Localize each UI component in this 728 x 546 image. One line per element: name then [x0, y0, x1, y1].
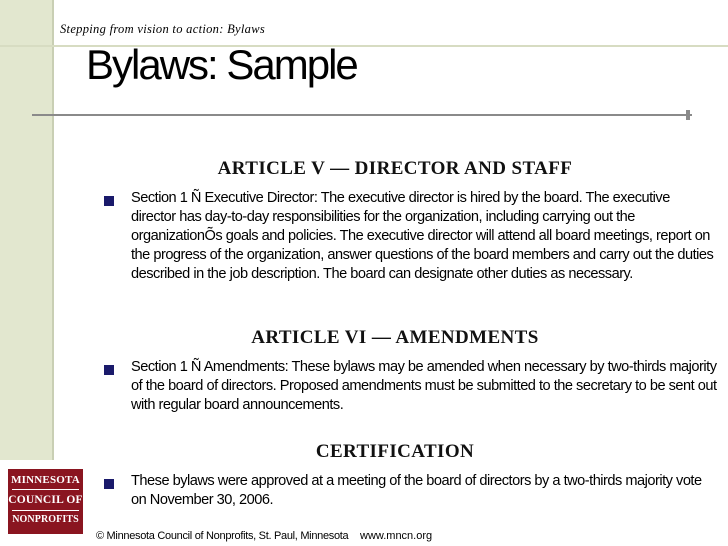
article-vi-heading: ARTICLE VI — AMENDMENTS: [251, 327, 539, 348]
article-v-text: Section 1 Ñ Executive Director: The executive director is hired by the board. The executive director has day-to-day responsibilities for the organization, including carrying out the organizationÕs goals and policies. The executive director will attend all board meetings, report on the progress of the organization, answer questions of the board members and carry out the duties described in the job description. The board can designate other duties as necessary.: [131, 190, 714, 282]
left-sidebar-band: [0, 0, 52, 460]
bullet-icon: [104, 365, 114, 375]
article-vi-text: Section 1 Ñ Amendments: These bylaws may be amended when necessary by two-thirds majority of the board of directors. Proposed amendments must be submitted to the secretary to be sent out with regular board announcements.: [131, 359, 717, 413]
sidebar-divider: [52, 0, 54, 460]
footer-url[interactable]: www.mncn.org: [360, 530, 433, 542]
title-underline: [32, 114, 692, 116]
logo-divider: [12, 489, 79, 490]
mcn-logo: [8, 469, 83, 534]
bullet-icon: [104, 479, 114, 489]
article-v-item: [104, 189, 718, 284]
logo-line-3: NONPROFITS: [12, 514, 79, 525]
logo-line-2: COUNCIL OF: [8, 494, 83, 506]
logo-divider: [12, 510, 79, 511]
article-v-heading: ARTICLE V — DIRECTOR AND STAFF: [217, 158, 573, 179]
slide-title: Bylaws: Sample: [86, 41, 357, 88]
footer-copyright: © Minnesota Council of Nonprofits, St. Paul, Minnesota: [96, 530, 349, 542]
bullet-icon: [104, 196, 114, 206]
certification-heading: CERTIFICATION: [315, 441, 475, 462]
article-vi-item: [104, 358, 718, 415]
logo-line-1: MINNESOTA: [11, 474, 80, 486]
certification-item: [104, 472, 718, 510]
certification-text: These bylaws were approved at a meeting of the board of directors by a two-thirds majority vote on November 30, 2006.: [131, 473, 702, 508]
slide-kicker: Stepping from vision to action: Bylaws: [60, 22, 266, 36]
title-underline-cap: [686, 110, 690, 120]
